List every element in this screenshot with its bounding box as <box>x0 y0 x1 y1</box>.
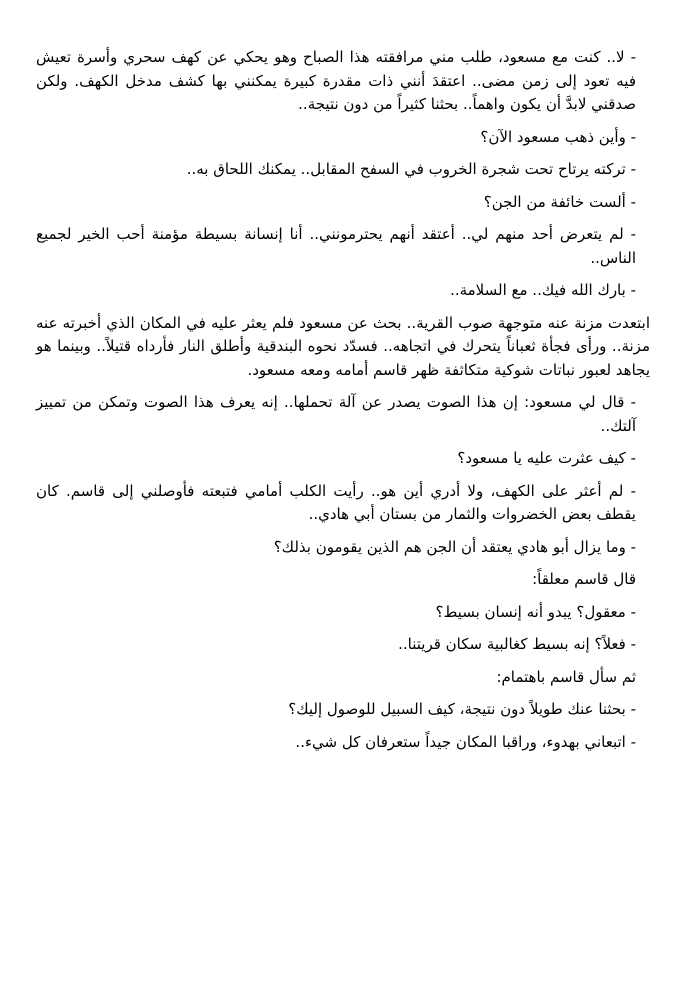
paragraph-dialogue-5: - لم يتعرض أحد منهم لي.. أعتقد أنهم يحترمونني.. أنا إنسانة بسيطة مؤمنة أحب الخير لجميع الناس.. <box>36 225 636 267</box>
paragraph-dialogue-8: - كيف عثرت عليه يا مسعود؟ <box>457 449 636 467</box>
paragraph-narration-3: ثم سأل قاسم باهتمام: <box>496 667 636 686</box>
paragraph-dialogue-9: - لم أعثر على الكهف، ولا أدري أين هو.. رأيت الكلب أمامي فتبعته فأوصلني إلى قاسم. كان يقطف بعض الخضروات والثمار من بستان أبي هادي.. <box>36 481 636 523</box>
paragraph-dialogue-13: - بحثنا عنك طويلاً دون نتيجة، كيف السبيل للوصول إليك؟ <box>288 700 636 718</box>
paragraph-narration-2: قال قاسم معلقاً: <box>532 570 636 588</box>
paragraph-dialogue-12: - فعلاً؟ إنه بسيط كغالبية سكان قريتنا.. <box>398 635 636 653</box>
paragraph-dialogue-10: - وما يزال أبو هادي يعتقد أن الجن هم الذين يقومون بذلك؟ <box>273 537 636 556</box>
paragraph-dialogue-6: - بارك الله فيك.. مع السلامة.. <box>450 281 636 299</box>
paragraph-dialogue-3: - تركته يرتاح تحت شجرة الخروب في السفح المقابل.. يمكنك اللحاق به.. <box>186 160 636 178</box>
paragraph-dialogue-4: - ألست خائفة من الجن؟ <box>483 192 636 211</box>
paragraph-dialogue-1: - لا.. كنت مع مسعود، طلب مني مرافقته هذا الصباح وهو يحكي عن كهف سحري وأسرة تعيش فيه تعود إلى زمن مضى.. اعتقدَ أنني ذات مقدرة كبيرة يمكنني بها كشف مدخل الكهف. ولكن صدقني لابدَّ أن يكون واهماً.. بحثنا كثيراً من دون نتيجة.. <box>36 48 636 113</box>
paragraph-dialogue-7: - قال لي مسعود: إن هذا الصوت يصدر عن آلة تحملها.. إنه يعرف هذا الصوت وتمكن من تمييز آلتك.. <box>36 393 636 435</box>
document-page <box>36 46 650 763</box>
paragraph-dialogue-2: - وأين ذهب مسعود الآن؟ <box>480 127 636 146</box>
paragraph-narration-1: ابتعدت مزنة عنه متوجهة صوب القرية.. بحث عن مسعود فلم يعثر عليه في المكان الذي أخبرته عنه مزنة.. ورأى فجأة ثعباناً يتحرك في اتجاهه.. فسدّد نحوه البندقية وأطلق النار فأرداه قتيلاً.. وبينما هو يجاهد لعبور نباتات شوكية متكاثفة ظهر قاسم أمامه ومعه مسعود. <box>36 313 650 379</box>
paragraph-dialogue-11: - معقول؟ يبدو أنه إنسان بسيط؟ <box>435 602 636 621</box>
paragraph-dialogue-14: - اتبعاني بهدوء، وراقبا المكان جيداً ستعرفان كل شيء.. <box>295 732 636 751</box>
